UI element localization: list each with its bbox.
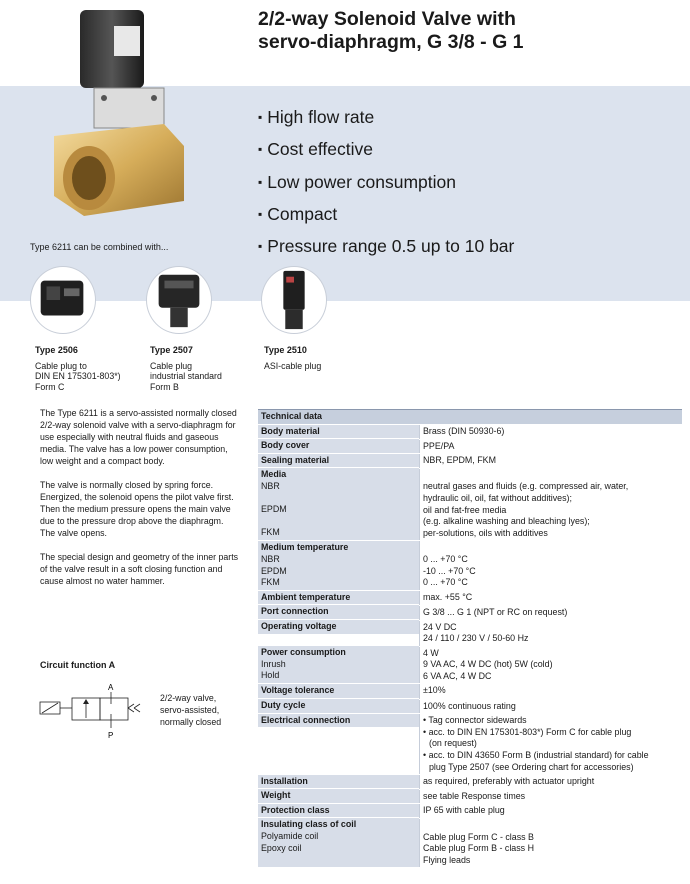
feature-item: ▪ Pressure range 0.5 up to 10 bar	[258, 231, 514, 263]
row-label-group	[258, 818, 420, 867]
plug-caption-2510	[264, 345, 321, 371]
port-p-label: P	[108, 731, 114, 740]
circuit-diagram	[38, 680, 158, 740]
table-row	[258, 605, 682, 620]
row-value: 6 VA AC, 4 W DC	[423, 670, 492, 681]
intro-paragraph: The special design and geometry of the inner parts of the valve result in a soft closing function and cause almost no water hammer.	[40, 552, 239, 587]
row-label-group	[258, 646, 420, 684]
plug-desc-line: ASI-cable plug	[264, 360, 322, 371]
row-label: Body material	[258, 425, 419, 440]
intro-paragraph: The Type 6211 is a servo-assisted normally closed 2/2-way solenoid valve with a servo-diaphragm for use especially with neutral fluids and gaseous media. The valve has a low power consumption, low weight and a compact body.	[40, 408, 237, 467]
row-value-group	[420, 818, 683, 867]
sub-label: EPDM	[261, 504, 287, 515]
circuit-description	[160, 692, 250, 728]
circuit-desc-line: servo-assisted,	[160, 705, 220, 715]
title-line-1: 2/2-way Solenoid Valve with	[258, 8, 516, 30]
row-value: hydraulic oil, oil, fat without additives);	[423, 493, 572, 504]
plug-type: Type 2506	[35, 345, 78, 355]
title-line-2: servo-diaphragm, G 3/8 - G 1	[258, 31, 524, 53]
feature-item: ▪ Low power consumption	[258, 167, 514, 199]
row-label-group	[258, 468, 420, 541]
row-value: • Tag connector sidewards	[423, 715, 527, 726]
plug-desc-line: Form C	[35, 381, 65, 392]
plug-desc-line: DIN EN 175301-803*)	[35, 371, 121, 381]
sub-label: EPDM	[261, 565, 287, 576]
row-value-group	[420, 646, 683, 684]
table-row	[258, 699, 682, 714]
row-value: neutral gases and fluids (e.g. compressed air, water,	[423, 481, 629, 492]
row-value-group	[420, 468, 683, 541]
row-label: Ambient temperature	[258, 591, 419, 606]
sub-label: NBR	[261, 480, 280, 491]
intro-paragraph: The valve is normally closed by spring force. Energized, the solenoid opens the pilot valve first. Then the medium pressure opens the main valve due to the pressure drop above the diaphragm. The valve opens.	[40, 480, 234, 539]
table-row	[258, 541, 682, 590]
feature-item: ▪ Cost effective	[258, 134, 514, 166]
valve-product-image	[44, 6, 194, 220]
row-value: max. +55 °C	[420, 590, 683, 605]
row-value: 0 ... +70 °C	[423, 554, 468, 565]
row-value: 100% continuous rating	[420, 699, 683, 714]
sub-label: NBR	[261, 554, 280, 565]
feature-item: ▪ Compact	[258, 199, 514, 231]
row-value: G 3/8 ... G 1 (NPT or RC on request)	[420, 605, 683, 620]
plug-caption-2507	[150, 345, 222, 392]
table-row	[258, 775, 682, 790]
row-label: Port connection	[258, 605, 419, 620]
row-label: Body cover	[258, 439, 419, 454]
table-row	[258, 804, 682, 819]
row-value: 24 V DC	[423, 621, 457, 632]
sub-label: Inrush	[261, 658, 286, 669]
row-value: • acc. to DIN EN 175301-803*) Form C for cable plug	[423, 726, 632, 737]
sub-label: FKM	[261, 527, 280, 538]
row-label: Electrical connection	[258, 714, 419, 729]
table-row	[258, 424, 682, 439]
plug-2507-image	[146, 266, 212, 334]
row-value: 0 ... +70 °C	[423, 577, 468, 588]
row-label: Installation	[258, 775, 419, 790]
row-value: Brass (DIN 50930-6)	[420, 424, 683, 439]
plug-2506-image	[30, 266, 96, 334]
row-value: -10 ... +70 °C	[423, 565, 476, 576]
row-value: • acc. to DIN 43650 Form B (industrial standard) for cable	[423, 749, 649, 760]
table-row	[258, 714, 682, 775]
technical-data-table	[258, 409, 682, 868]
row-value: 24 / 110 / 230 V / 50-60 Hz	[423, 633, 529, 644]
row-value: PPE/PA	[420, 439, 683, 454]
table-row	[258, 684, 682, 699]
plug-desc-line: industrial standard	[150, 371, 222, 381]
sub-label: FKM	[261, 577, 280, 588]
row-label: Duty cycle	[258, 699, 419, 714]
row-value: Cable plug Form C - class B	[423, 831, 534, 842]
plug-caption-2506	[35, 345, 121, 392]
row-value: Cable plug Form B - class H	[423, 843, 534, 854]
circuit-desc-line: 2/2-way valve,	[160, 693, 217, 703]
row-value: IP 65 with cable plug	[420, 804, 683, 819]
row-label: Weight	[258, 789, 419, 804]
sub-label: Epoxy coil	[261, 842, 302, 853]
row-label: Sealing material	[258, 454, 419, 469]
intro-text	[40, 407, 240, 599]
table-row	[258, 468, 682, 541]
sub-label: Polyamide coil	[261, 831, 319, 841]
sub-label: Hold	[261, 670, 280, 681]
row-label: Operating voltage	[258, 620, 419, 635]
plug-desc-line: Cable plug to	[35, 360, 87, 371]
plug-type: Type 2510	[264, 345, 307, 355]
table-row	[258, 789, 682, 804]
feature-item: ▪ High flow rate	[258, 102, 514, 134]
table-row	[258, 590, 682, 605]
row-value-group	[420, 620, 683, 646]
row-value: Flying leads	[423, 854, 471, 865]
row-value: (e.g. alkaline washing and bleaching lyes);	[423, 516, 590, 527]
row-label-group	[258, 541, 420, 590]
circuit-title: Circuit function A	[40, 660, 116, 670]
row-value: (on request)	[429, 738, 477, 749]
table-row	[258, 439, 682, 454]
row-value: 4 W	[423, 647, 439, 658]
table-row	[258, 818, 682, 867]
row-value: as required, preferably with actuator upright	[420, 775, 683, 790]
row-value: plug Type 2507 (see Ordering chart for accessories)	[429, 761, 634, 772]
table-row	[258, 620, 682, 646]
plug-desc-line: Form B	[150, 381, 179, 392]
row-label: Power consumption	[261, 647, 346, 658]
row-value: NBR, EPDM, FKM	[420, 454, 683, 469]
row-value: oil and fat-free media	[423, 504, 507, 515]
row-label: Insulating class of coil	[261, 819, 357, 830]
plug-type: Type 2507	[150, 345, 193, 355]
plug-2510-image	[261, 266, 327, 334]
circuit-desc-line: normally closed	[160, 717, 222, 727]
row-value: 9 VA AC, 4 W DC (hot) 5W (cold)	[423, 659, 553, 670]
row-label: Protection class	[258, 804, 419, 819]
row-label: Medium temperature	[261, 542, 349, 553]
page-title	[258, 8, 678, 54]
table-heading: Technical data	[258, 410, 682, 425]
table-header-row	[258, 410, 682, 425]
plug-desc-line: Cable plug	[150, 360, 193, 371]
row-value-group	[420, 541, 683, 590]
combined-with-text: Type 6211 can be combined with...	[30, 242, 169, 252]
port-a-label: A	[108, 683, 114, 692]
row-value: ±10%	[420, 684, 683, 699]
table-row	[258, 646, 682, 684]
row-value: per-solutions, oils with additives	[423, 527, 548, 538]
table-row	[258, 454, 682, 469]
row-label: Voltage tolerance	[258, 684, 419, 699]
row-value-group	[420, 714, 683, 775]
row-value: see table Response times	[420, 789, 683, 804]
row-label: Media	[261, 469, 287, 480]
feature-list	[258, 102, 514, 263]
